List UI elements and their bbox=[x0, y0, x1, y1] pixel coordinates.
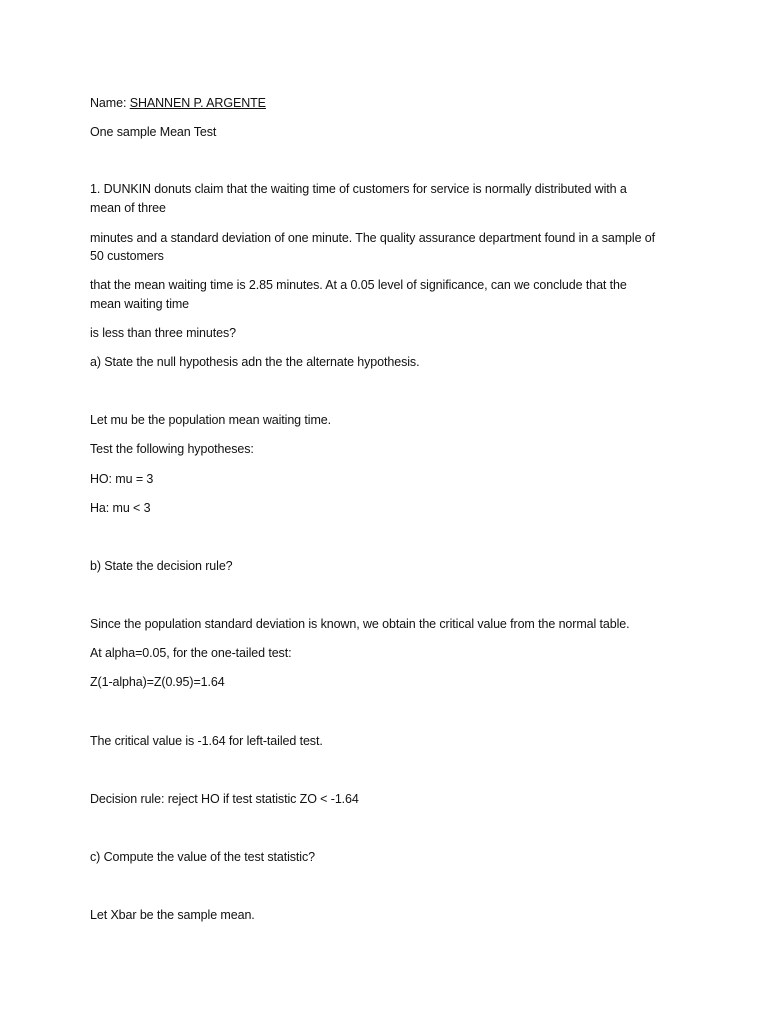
name-value: SHANNEN P. ARGENTE bbox=[129, 96, 266, 110]
alternate-hypothesis: Ha: mu < 3 bbox=[90, 501, 151, 515]
question-1-line-1: 1. DUNKIN donuts claim that the waiting time of customers for service is normally distributed with a bbox=[90, 182, 627, 196]
document-title: One sample Mean Test bbox=[90, 125, 217, 139]
null-hypothesis: HO: mu = 3 bbox=[90, 472, 154, 486]
name-label: Name: bbox=[90, 96, 130, 110]
part-a-heading: a) State the null hypothesis adn the the alternate hypothesis. bbox=[90, 355, 420, 369]
part-c-line-1: Let Xbar be the sample mean. bbox=[90, 908, 255, 922]
decision-rule-line: Decision rule: reject HO if test statistic ZO < -1.64 bbox=[90, 792, 359, 806]
question-1-line-5: that the mean waiting time is 2.85 minutes. At a 0.05 level of significance, can we conclude that the bbox=[90, 278, 627, 292]
question-1-line-3: minutes and a standard deviation of one minute. The quality assurance department found in a sample of bbox=[90, 231, 656, 245]
question-1-line-6: mean waiting time bbox=[90, 297, 190, 311]
part-c-heading: c) Compute the value of the test statistic? bbox=[90, 850, 315, 864]
name-line bbox=[90, 95, 690, 111]
question-1-line-4: 50 customers bbox=[90, 249, 164, 263]
part-b-heading: b) State the decision rule? bbox=[90, 559, 233, 573]
question-1-line-2: mean of three bbox=[90, 201, 166, 215]
part-b-line-3: Z(1-alpha)=Z(0.95)=1.64 bbox=[90, 675, 225, 689]
part-b-line-2: At alpha=0.05, for the one-tailed test: bbox=[90, 646, 292, 660]
part-a-line-1: Let mu be the population mean waiting time. bbox=[90, 413, 331, 427]
part-a-line-2: Test the following hypotheses: bbox=[90, 442, 254, 456]
question-1-line-7: is less than three minutes? bbox=[90, 326, 236, 340]
part-b-line-1: Since the population standard deviation is known, we obtain the critical value from the normal table. bbox=[90, 617, 630, 631]
critical-value-line: The critical value is -1.64 for left-tailed test. bbox=[90, 734, 323, 748]
